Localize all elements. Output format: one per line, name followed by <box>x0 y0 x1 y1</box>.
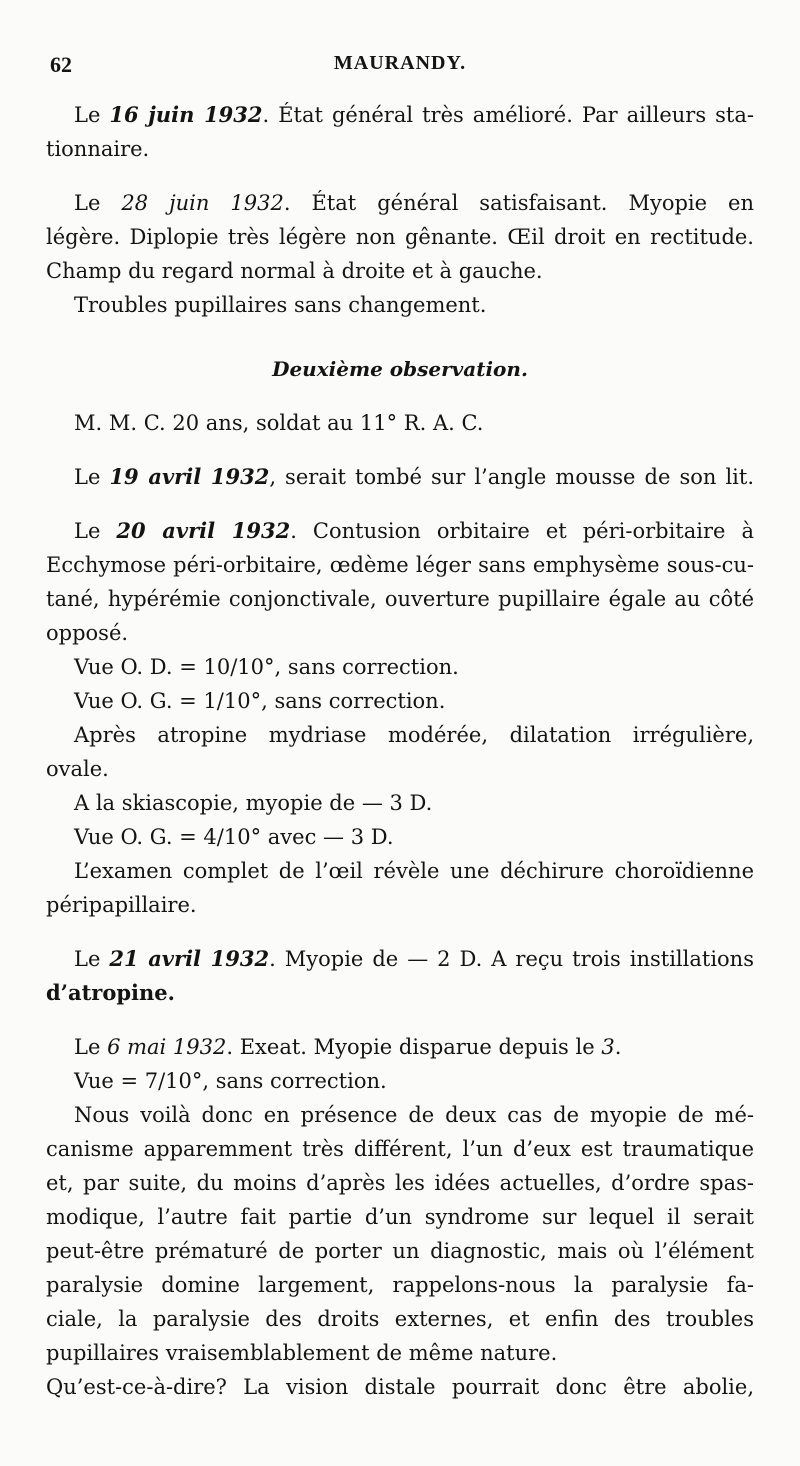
text-line: Le 16 juin 1932. État général très amélioré. Par ailleurs sta- <box>74 102 754 127</box>
text-line: peut-être prématuré de porter un diagnostic, mais où l’élément <box>46 1239 754 1263</box>
text-line: modique, l’autre fait partie d’un syndrome sur lequel il serait <box>46 1205 754 1229</box>
text-line: opposé. <box>46 621 129 645</box>
text-line: tané, hypérémie conjonctivale, ouverture pupillaire égale au côté <box>46 587 754 611</box>
text-line: Troubles pupillaires sans changement. <box>74 293 487 317</box>
text-line: tionnaire. <box>46 137 150 161</box>
text-line: L’examen complet de l’œil révèle une déchirure choroïdienne <box>74 859 754 883</box>
text-line: Le 21 avril 1932. Myopie de — 2 D. A reçu trois instillations <box>74 946 754 971</box>
text-line: Le 20 avril 1932. Contusion orbitaire et péri-orbitaire à <box>74 518 754 543</box>
text-line: péripapillaire. <box>46 893 197 917</box>
text-line: Vue O. D. = 10/10°, sans correction. <box>74 655 459 679</box>
text-line: Le 19 avril 1932, serait tombé sur l’angle mousse de son lit. <box>74 464 754 489</box>
text-line: et, par suite, du moins d’après les idées actuelles, d’ordre spas- <box>46 1171 754 1195</box>
text-line: d’atropine. <box>46 980 175 1005</box>
text-line: canisme apparemment très différent, l’un d’eux est traumatique <box>46 1137 754 1161</box>
page-header <box>50 52 750 84</box>
text-line: Le 28 juin 1932. État général satisfaisant. Myopie en <box>74 191 754 215</box>
text-line: légère. Diplopie très légère non gênante. Œil droit en rectitude. <box>46 225 754 249</box>
text-line: Le 6 mai 1932. Exeat. Myopie disparue depuis le 3. <box>74 1035 622 1059</box>
text-line: Nous voilà donc en présence de deux cas de myopie de mé- <box>74 1103 754 1127</box>
running-head: MAURANDY. <box>333 52 467 74</box>
text-line: Vue O. G. = 4/10° avec — 3 D. <box>74 825 394 849</box>
text-line: Qu’est-ce-à-dire? La vision distale pourrait donc être abolie, <box>46 1375 754 1399</box>
section-heading: Deuxième observation. <box>272 357 528 381</box>
text-line: M. M. C. 20 ans, soldat au 11° R. A. C. <box>74 411 484 435</box>
page-number: 62 <box>50 52 72 77</box>
text-line: Champ du regard normal à droite et à gauche. <box>46 259 543 283</box>
text-line: Vue O. G. = 1/10°, sans correction. <box>74 689 446 713</box>
text-line: pupillaires vraisemblablement de même nature. <box>46 1341 558 1365</box>
text-line: Après atropine mydriase modérée, dilatation irrégulière, <box>74 723 754 747</box>
text-line: paralysie domine largement, rappelons-nous la paralysie fa- <box>46 1273 754 1297</box>
text-line: ciale, la paralysie des droits externes, et enfin des troubles <box>46 1307 754 1331</box>
text-line: ovale. <box>46 757 109 781</box>
text-line: Vue = 7/10°, sans correction. <box>74 1069 387 1093</box>
text-line: Ecchymose péri-orbitaire, œdème léger sans emphysème sous-cu- <box>46 553 754 577</box>
text-line: A la skiascopie, myopie de — 3 D. <box>74 791 433 815</box>
page-body <box>46 98 754 1404</box>
